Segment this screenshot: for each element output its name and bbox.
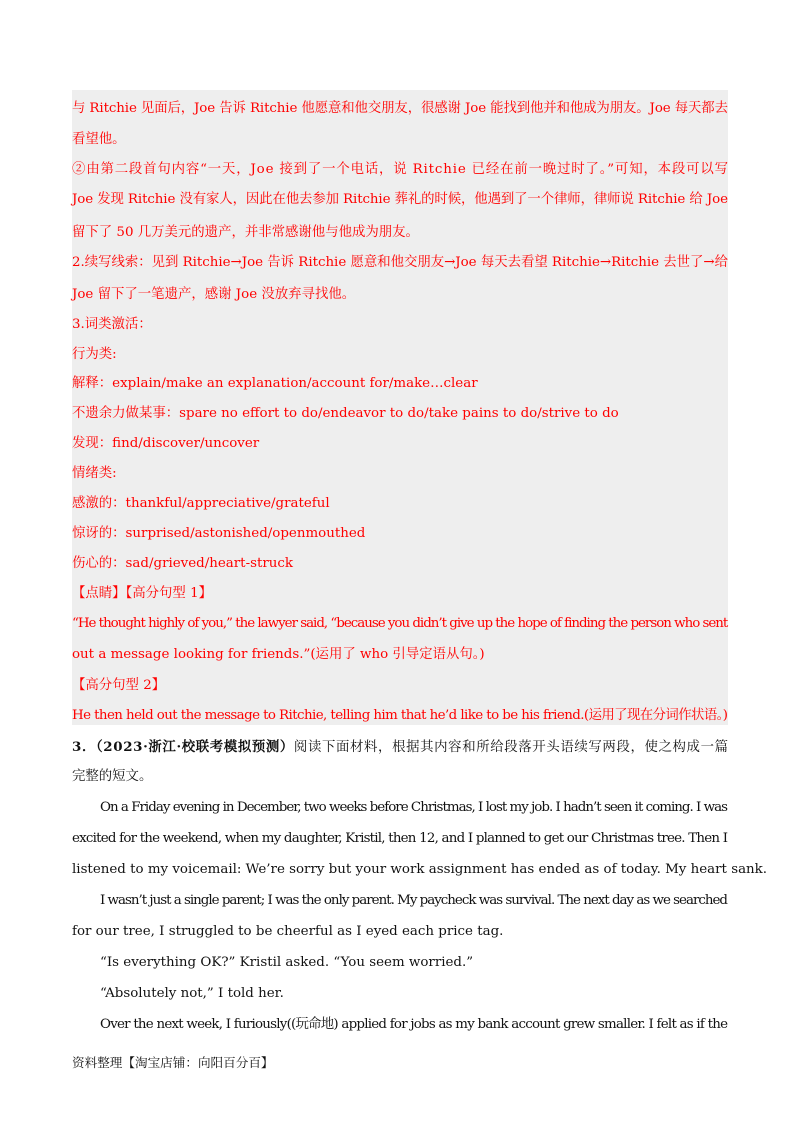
answer-line: 看望他。 bbox=[72, 132, 126, 147]
passage-line: for our tree, I struggled to be cheerful as I eyed each price tag. bbox=[72, 924, 504, 939]
question-source: （2023·浙江·校联考模拟预测） bbox=[95, 739, 294, 755]
answer-line: 发现：find/discover/uncover bbox=[72, 436, 260, 451]
question-number: 3． bbox=[72, 739, 96, 755]
passage-line: “Absolutely not,” I told her. bbox=[100, 986, 284, 1001]
passage-line: Over the next week, I furiously((玩命地) applied for jobs as my bank account grew smaller. I felt as if the bbox=[100, 1017, 728, 1032]
passage-line: On a Friday evening in December, two weeks before Christmas, I lost my job. I hadn’t seen it coming. I was bbox=[100, 800, 728, 815]
answer-line: 惊讶的：surprised/astonished/openmouthed bbox=[72, 526, 366, 541]
answer-line: ②由第二段首句内容“一天，Joe 接到了一个电话，说 Ritchie 已经在前一晚过时了。”可知，本段可以写 bbox=[72, 162, 729, 177]
answer-line: Joe 留下了一笔遗产，感谢 Joe 没放弃寻找他。 bbox=[72, 287, 356, 302]
answer-line: 【高分句型 2】 bbox=[72, 678, 166, 693]
question-instruction-continued: 完整的短文。 bbox=[72, 769, 153, 784]
answer-line: out a message looking for friends.”(运用了 who 引导定语从句。) bbox=[72, 647, 485, 662]
answer-line: 不遗余力做某事：spare no effort to do/endeavor to do/take pains to do/strive to do bbox=[72, 406, 619, 421]
answer-line: 解释：explain/make an explanation/account for/make…clear bbox=[72, 376, 478, 391]
answer-line: 感激的：thankful/appreciative/grateful bbox=[72, 496, 330, 511]
answer-line: 情绪类: bbox=[72, 466, 117, 481]
page-footer: 资料整理【淘宝店铺：向阳百分百】 bbox=[72, 1055, 274, 1070]
answer-line: He then held out the message to Ritchie, telling him that he’d like to be his friend.(运用了现在分词作状语。) bbox=[72, 708, 728, 723]
answer-line: 2.续写线索：见到 Ritchie→Joe 告诉 Ritchie 愿意和他交朋友→Joe 每天去看望 Ritchie→Ritchie 去世了→给 bbox=[72, 255, 728, 270]
answer-line: 伤心的：sad/grieved/heart-struck bbox=[72, 556, 293, 571]
answer-line: 与 Ritchie 见面后，Joe 告诉 Ritchie 他愿意和他交朋友，很感谢 Joe 能找到他并和他成为朋友。Joe 每天都去 bbox=[72, 101, 728, 116]
passage-line: “Is everything OK?” Kristil asked. “You seem worried.” bbox=[100, 955, 474, 970]
question-instruction: 阅读下面材料，根据其内容和所给段落开头语续写两段，使之构成一篇 bbox=[293, 740, 729, 755]
answer-line: “He thought highly of you,” the lawyer said, “because you didn’t give up the hope of finding the person who sent bbox=[72, 616, 728, 631]
passage-line: listened to my voicemail: We’re sorry but your work assignment has ended as of today. My heart sank. bbox=[72, 862, 768, 877]
question-header bbox=[72, 738, 728, 757]
passage-line: I wasn’t just a single parent; I was the only parent. My paycheck was survival. The next day as we searched bbox=[100, 893, 727, 908]
answer-line: 行为类: bbox=[72, 347, 117, 362]
answer-line: Joe 发现 Ritchie 没有家人，因此在他去参加 Ritchie 葬礼的时候，他遇到了一个律师，律师说 Ritchie 给 Joe bbox=[72, 192, 728, 207]
answer-line: 3.词类激活： bbox=[72, 317, 152, 332]
answer-line: 留下了 50 几万美元的遗产，并非常感谢他与他成为朋友。 bbox=[72, 225, 419, 240]
passage-line: excited for the weekend, when my daughter, Kristil, then 12, and I planned to get our Christmas tree. Then I bbox=[72, 831, 728, 846]
answer-line: 【点睛】【高分句型 1】 bbox=[72, 586, 212, 601]
